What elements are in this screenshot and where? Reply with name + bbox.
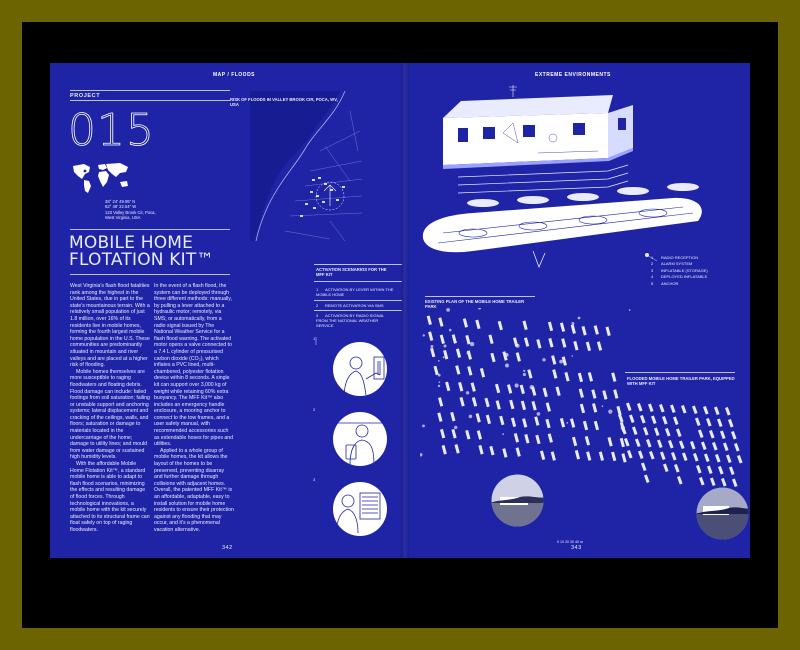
trailer-icon: [638, 450, 644, 459]
trailer-icon: [731, 431, 737, 440]
trailer-icon: [715, 454, 721, 463]
trailer-icon: [729, 466, 735, 475]
trailer-icon: [699, 477, 705, 486]
scenario-number: 1: [313, 336, 316, 341]
trailer-icon: [495, 384, 500, 393]
divider: [70, 90, 230, 91]
legend-text: ALARM SYSTEM: [661, 261, 693, 267]
tree-icon: [438, 360, 440, 362]
right-page: [405, 63, 750, 558]
trailer-icon: [575, 450, 580, 459]
trailer-icon: [433, 366, 438, 375]
trailer-icon: [450, 412, 455, 421]
trailer-icon: [440, 429, 445, 438]
trailer-icon: [646, 439, 652, 448]
trailer-icon: [728, 419, 734, 428]
tree-icon: [502, 433, 504, 435]
trailer-icon: [723, 442, 729, 451]
divider: [625, 372, 735, 373]
legend-number: 1: [651, 255, 654, 260]
scenario-item: [316, 313, 396, 328]
trailer-icon: [570, 418, 575, 427]
trailer-icon: [643, 427, 649, 436]
trailer-icon: [509, 400, 514, 409]
trailer-icon: [629, 414, 635, 423]
running-head-left: MAP / FLOODS: [213, 72, 256, 78]
body-column-1: [70, 283, 150, 534]
tree-icon: [578, 317, 581, 320]
trailer-icon: [665, 428, 671, 437]
trailer-icon: [527, 369, 532, 378]
trailer-icon: [592, 403, 597, 412]
trailer-icon: [707, 465, 713, 474]
trailer-icon: [692, 405, 698, 414]
paragraph: Mobile homes themselves are more susceptible to raging floodwaters and floating debris. Flood damage can include: failed footings from soil saturation; failing or unstable support and anchoring systems; lateral displacement and cracking of the ceilings, walls, and floors; saturation or damage to materials located in the undercarriage of the home; damage to utility lines; and mould from water damage or sustained high humidity levels.: [70, 368, 150, 461]
coord-address: 123 Valley Brook Cir, Poca,: [105, 209, 156, 215]
trailer-icon: [437, 412, 442, 421]
trailer-icon: [499, 416, 504, 425]
trailer-icon: [489, 446, 494, 455]
legend-number: 4: [651, 274, 654, 280]
trailer-icon: [455, 444, 460, 453]
scale-bar: 0 10 20 30 40 m: [557, 540, 583, 544]
trailer-icon: [605, 327, 610, 336]
existing-plan-caption: EXISTING PLAN OF THE MOBILE HOME TRAILER PARK: [425, 299, 525, 310]
trailer-icon: [475, 320, 480, 329]
trailer-icon: [578, 373, 583, 382]
page-number-right: 343: [571, 545, 582, 551]
trailer-icon: [552, 369, 557, 378]
tree-icon: [505, 353, 509, 357]
trailer-icon: [718, 466, 724, 475]
scenario-text: REMOTE ACTIVATION VIA SMS: [325, 303, 384, 308]
trailer-icon: [467, 350, 472, 359]
tree-icon: [439, 381, 441, 383]
trailer-park-plan: [420, 308, 640, 468]
trailer-icon: [624, 438, 630, 447]
trailer-icon: [657, 439, 663, 448]
trailer-icon: [428, 331, 433, 340]
trailer-icon: [488, 335, 493, 344]
trailer-icon: [611, 372, 616, 381]
tree-icon: [602, 405, 604, 407]
trailer-icon: [477, 430, 482, 439]
legend-text: ANCHOR: [661, 280, 679, 286]
trailer-icon: [498, 321, 503, 330]
trailer-icon: [465, 335, 470, 344]
project-number: 015: [68, 105, 155, 156]
trailer-icon: [543, 388, 548, 397]
trailer-icon: [467, 366, 472, 375]
tree-icon: [470, 342, 474, 346]
coord-lon: 82° 49' 22.54" W: [105, 204, 137, 210]
legend-number: 3: [651, 267, 654, 273]
paragraph: In the event of a flash flood, the system can be deployed through three different methods: manually, by pulling a lever attached to a hydraulic motor; remotely, via SMS; or automatically, from a radio signal issued by The National Weather Service for a flash flood warning. The activated motor opens a valve connected to a 7.4 L cylinder of pressurised carbon dioxide (CO₂), which inflates a PVC lined, multi-chambered, polyester flotation device within 8 seconds. A single kit can support over 3,000 kg of weight while retaining 60% extra buoyancy. The MFF Kit™ also includes an emergency handle enclosure, a mooring anchor to connect to the tow frames, and a user safety manual, with recommended accessories such as extendable hoses for pipes and utilities.: [154, 283, 234, 448]
trailer-icon: [583, 421, 588, 430]
scenario-number: 2: [316, 303, 319, 308]
trailer-icon: [496, 400, 501, 409]
trailer-icon: [712, 442, 718, 451]
trailer-icon: [621, 426, 627, 435]
scenario-number: 3: [313, 477, 316, 482]
trailer-icon: [701, 441, 707, 450]
tree-icon: [542, 358, 545, 361]
divider: [314, 300, 402, 301]
tree-icon: [566, 422, 568, 424]
trailer-icon: [681, 405, 687, 414]
trailer-icon: [451, 429, 456, 438]
trailer-icon: [486, 415, 491, 424]
trailer-icon: [490, 353, 495, 362]
trailer-icon: [560, 418, 565, 427]
trailer-icon: [734, 443, 740, 452]
legend-text: DEPLOYED INFLATABLE: [661, 274, 708, 280]
tree-icon: [446, 308, 450, 312]
trailer-icon: [654, 427, 660, 436]
left-page: [50, 63, 405, 558]
trailer-icon: [670, 404, 676, 413]
photo-circle-existing: [490, 473, 545, 528]
tree-icon: [629, 309, 631, 311]
tree-icon: [530, 385, 534, 389]
tree-icon: [559, 360, 563, 364]
trailer-icon: [698, 429, 704, 438]
trailer-icon: [648, 403, 654, 412]
tree-icon: [438, 385, 440, 387]
tree-icon: [523, 370, 525, 372]
aerial-flood-map: [250, 91, 365, 241]
trailer-icon: [445, 382, 450, 391]
trailer-icon: [704, 453, 710, 462]
trailer-icon: [472, 397, 477, 406]
trailer-icon: [548, 322, 553, 331]
scenario-item: [316, 303, 396, 308]
trailer-icon: [663, 463, 669, 472]
trailer-icon: [524, 434, 529, 443]
tree-icon: [443, 356, 445, 358]
trailer-icon: [546, 402, 551, 411]
trailer-icon: [585, 436, 590, 445]
trailer-icon: [674, 464, 680, 473]
trailer-icon: [507, 384, 512, 393]
trailer-icon: [714, 406, 720, 415]
scenario-number: 2: [313, 407, 316, 412]
tree-icon: [430, 345, 433, 348]
trailer-icon: [522, 321, 527, 330]
trailer-icon: [478, 445, 483, 454]
trailer-icon: [452, 334, 457, 343]
trailer-icon: [571, 324, 576, 333]
trailer-icon: [591, 389, 596, 398]
trailer-icon: [693, 453, 699, 462]
trailer-icon: [706, 418, 712, 427]
legend-number: 2: [651, 261, 654, 267]
trailer-icon: [602, 390, 607, 399]
trailer-icon: [641, 462, 647, 471]
trailer-icon: [717, 418, 723, 427]
trailer-icon: [524, 337, 529, 346]
trailer-icon: [545, 419, 550, 428]
trailer-icon: [548, 433, 553, 442]
tree-icon: [583, 411, 585, 413]
trailer-icon: [438, 397, 443, 406]
trailer-icon: [671, 452, 677, 461]
trailer-icon: [695, 417, 701, 426]
trailer-icon: [627, 450, 633, 459]
tree-icon: [444, 345, 447, 348]
photo-circle-flooded: [695, 486, 750, 541]
trailer-icon: [588, 372, 593, 381]
trailer-icon: [548, 338, 553, 347]
title-line-2: FLOTATION KIT™: [69, 250, 214, 270]
trailer-icon: [476, 413, 481, 422]
trailer-icon: [516, 352, 521, 361]
tree-icon: [537, 412, 541, 416]
tree-icon: [515, 383, 519, 387]
trailer-icon: [438, 317, 443, 326]
trailer-icon: [640, 415, 646, 424]
paragraph: West Virginia's flash flood fatalities rank among the highest in the United States, due in part to the state's mountainous terrain. With a relatively small population of just 1.8 million, over 16% of its residents live in mobile homes, forming the fourth largest mobile home population in the U.S. These communities are predominantly situated in mountain and river valleys and are placed at a higher risk of flooding.: [70, 283, 150, 369]
trailer-icon: [599, 451, 604, 460]
title-line-1: MOBILE HOME: [69, 233, 194, 253]
project-label: PROJECT: [70, 93, 101, 99]
trailer-icon: [442, 445, 447, 454]
divider: [70, 274, 230, 275]
tree-icon: [478, 308, 481, 310]
trailer-icon: [551, 355, 556, 364]
trailer-icon: [564, 372, 569, 381]
trailer-icon: [573, 341, 578, 350]
trailer-icon: [660, 451, 666, 460]
legend-text: INFLATABLE (STORAGE): [661, 267, 708, 273]
tree-icon: [505, 364, 509, 368]
trailer-icon: [535, 435, 540, 444]
trailer-icon: [582, 326, 587, 335]
trailer-icon: [703, 406, 709, 415]
coordinates: [105, 199, 175, 220]
trailer-icon: [676, 428, 682, 437]
trailer-icon: [586, 342, 591, 351]
trailer-icon: [551, 451, 556, 460]
divider: [70, 229, 230, 230]
scenario-text: ACTIVATION BY LEVER WITHIN THE MOBILE HOME: [316, 287, 394, 297]
tree-icon: [469, 415, 473, 419]
magazine-spread: [50, 63, 750, 558]
trailer-icon: [579, 388, 584, 397]
trailer-icon: [536, 339, 541, 348]
trailer-icon: [626, 402, 632, 411]
divider: [314, 310, 402, 311]
running-head-right: EXTREME ENVIRONMENTS: [535, 72, 611, 78]
trailer-icon: [463, 318, 468, 327]
tree-icon: [571, 322, 574, 325]
trailer-icon: [456, 348, 461, 357]
tree-icon: [467, 352, 470, 355]
trailer-icon: [430, 348, 435, 357]
divider: [70, 100, 230, 101]
scenario-text: ACTIVATION BY RADIO SIGNAL FROM THE NATIONAL WEATHER SERVICE: [316, 313, 385, 328]
tree-icon: [516, 437, 518, 439]
trailer-icon: [690, 441, 696, 450]
trailer-icon: [637, 403, 643, 412]
trailer-icon: [710, 477, 716, 486]
trailer-icon: [460, 397, 465, 406]
trailer-icon: [502, 448, 507, 457]
flooded-park-caption: FLOODED MOBILE HOME TRAILER PARK, EQUIPPED WITH MFF KIT: [627, 376, 735, 387]
paragraph: With the affordable Mobile Home Flotation Kit™, a standard mobile home is able to adapt to flash flood scenarios, minimizing the effects and resulting damage of flood forces. Through technological innovations, a mobile home with the kit securely attached to its structural frame can float safely on top of raging floodwaters.: [70, 461, 150, 533]
tree-icon: [516, 344, 520, 348]
scenario-number: 1: [316, 287, 319, 292]
trailer-icon: [471, 382, 476, 391]
coord-lat: 38° 24' 49.95" N: [105, 199, 136, 204]
trailer-icon: [677, 476, 683, 485]
trailer-icon: [520, 385, 525, 394]
coord-state: West Virginia, USA: [105, 214, 141, 220]
trailer-icon: [725, 407, 731, 416]
tree-icon: [420, 453, 423, 456]
trailer-icon: [572, 437, 577, 446]
trailer-icon: [516, 447, 521, 456]
paragraph: Applied to a whole group of mobile homes, the kit allows the layout of the homes to be preserved, preventing disarray and further damage through collisions with adjacent homes. Overall, the patented MFF Kit™ is an affordable, adaptable, easy to install solution for mobile home residents to ensure their protection against any flooding that may occur, and it's a phenomenal vacation alternative.: [154, 447, 234, 533]
scenarios-caption: ACTIVATION SCENARIOS FOR THE MFF KIT: [316, 267, 387, 278]
map-caption: RISK OF FLOODS IN VALLEY BROOK CIR, POCA, WV, USA: [230, 97, 338, 108]
diagram-legend: [651, 255, 746, 287]
trailer-icon: [737, 455, 743, 464]
divider: [314, 264, 402, 265]
trailer-icon: [465, 430, 470, 439]
article-title: [69, 235, 214, 269]
trailer-icon: [659, 404, 665, 413]
trailer-icon: [531, 401, 536, 410]
scenario-number: 3: [316, 313, 319, 318]
trailer-icon: [632, 426, 638, 435]
trailer-icon: [635, 438, 641, 447]
trailer-icon: [679, 440, 685, 449]
tree-icon: [466, 391, 469, 394]
trailer-icon: [427, 316, 432, 325]
trailer-icon: [586, 451, 591, 460]
scenario-illustrations: [312, 335, 404, 545]
trailer-icon: [673, 416, 679, 425]
trailer-icon: [651, 415, 657, 424]
tree-icon: [423, 334, 425, 336]
trailer-icon: [696, 465, 702, 474]
divider: [314, 281, 402, 282]
trailer-icon: [485, 398, 490, 407]
page-number-left: 342: [222, 545, 233, 551]
tree-icon: [523, 373, 526, 376]
trailer-icon: [726, 454, 732, 463]
trailer-icon: [682, 452, 688, 461]
trailer-icon: [455, 365, 460, 374]
trailer-icon: [480, 368, 485, 377]
world-map-icon: [70, 160, 132, 198]
scenario-item: [316, 287, 396, 297]
trailer-icon: [561, 338, 566, 347]
legend-item: [651, 281, 746, 287]
trailer-icon: [597, 341, 602, 350]
divider: [425, 296, 535, 297]
trailer-icon: [534, 416, 539, 425]
legend-number: 5: [651, 280, 654, 286]
trailer-icon: [709, 430, 715, 439]
body-column-2: [154, 283, 234, 534]
trailer-icon: [555, 387, 560, 396]
trailer-icon: [594, 421, 599, 430]
trailer-icon: [522, 418, 527, 427]
mobile-home-exploded-diagram: [413, 83, 713, 283]
tree-icon: [571, 355, 573, 357]
trailer-icon: [644, 474, 650, 483]
tree-icon: [438, 374, 441, 377]
trailer-icon: [440, 335, 445, 344]
trailer-icon: [458, 382, 463, 391]
tree-icon: [422, 425, 425, 428]
trailer-icon: [594, 325, 599, 334]
trailer-icon: [668, 440, 674, 449]
tree-icon: [472, 399, 475, 402]
legend-text: RADIO RECEPTION: [661, 255, 699, 260]
trailer-icon: [521, 401, 526, 410]
trailer-icon: [720, 430, 726, 439]
trailer-icon: [540, 451, 545, 460]
trailer-icon: [560, 322, 565, 331]
trailer-icon: [662, 416, 668, 425]
trailer-icon: [511, 418, 516, 427]
trailer-icon: [649, 451, 655, 460]
trailer-icon: [618, 414, 624, 423]
tree-icon: [449, 329, 452, 332]
tree-icon: [454, 426, 457, 429]
